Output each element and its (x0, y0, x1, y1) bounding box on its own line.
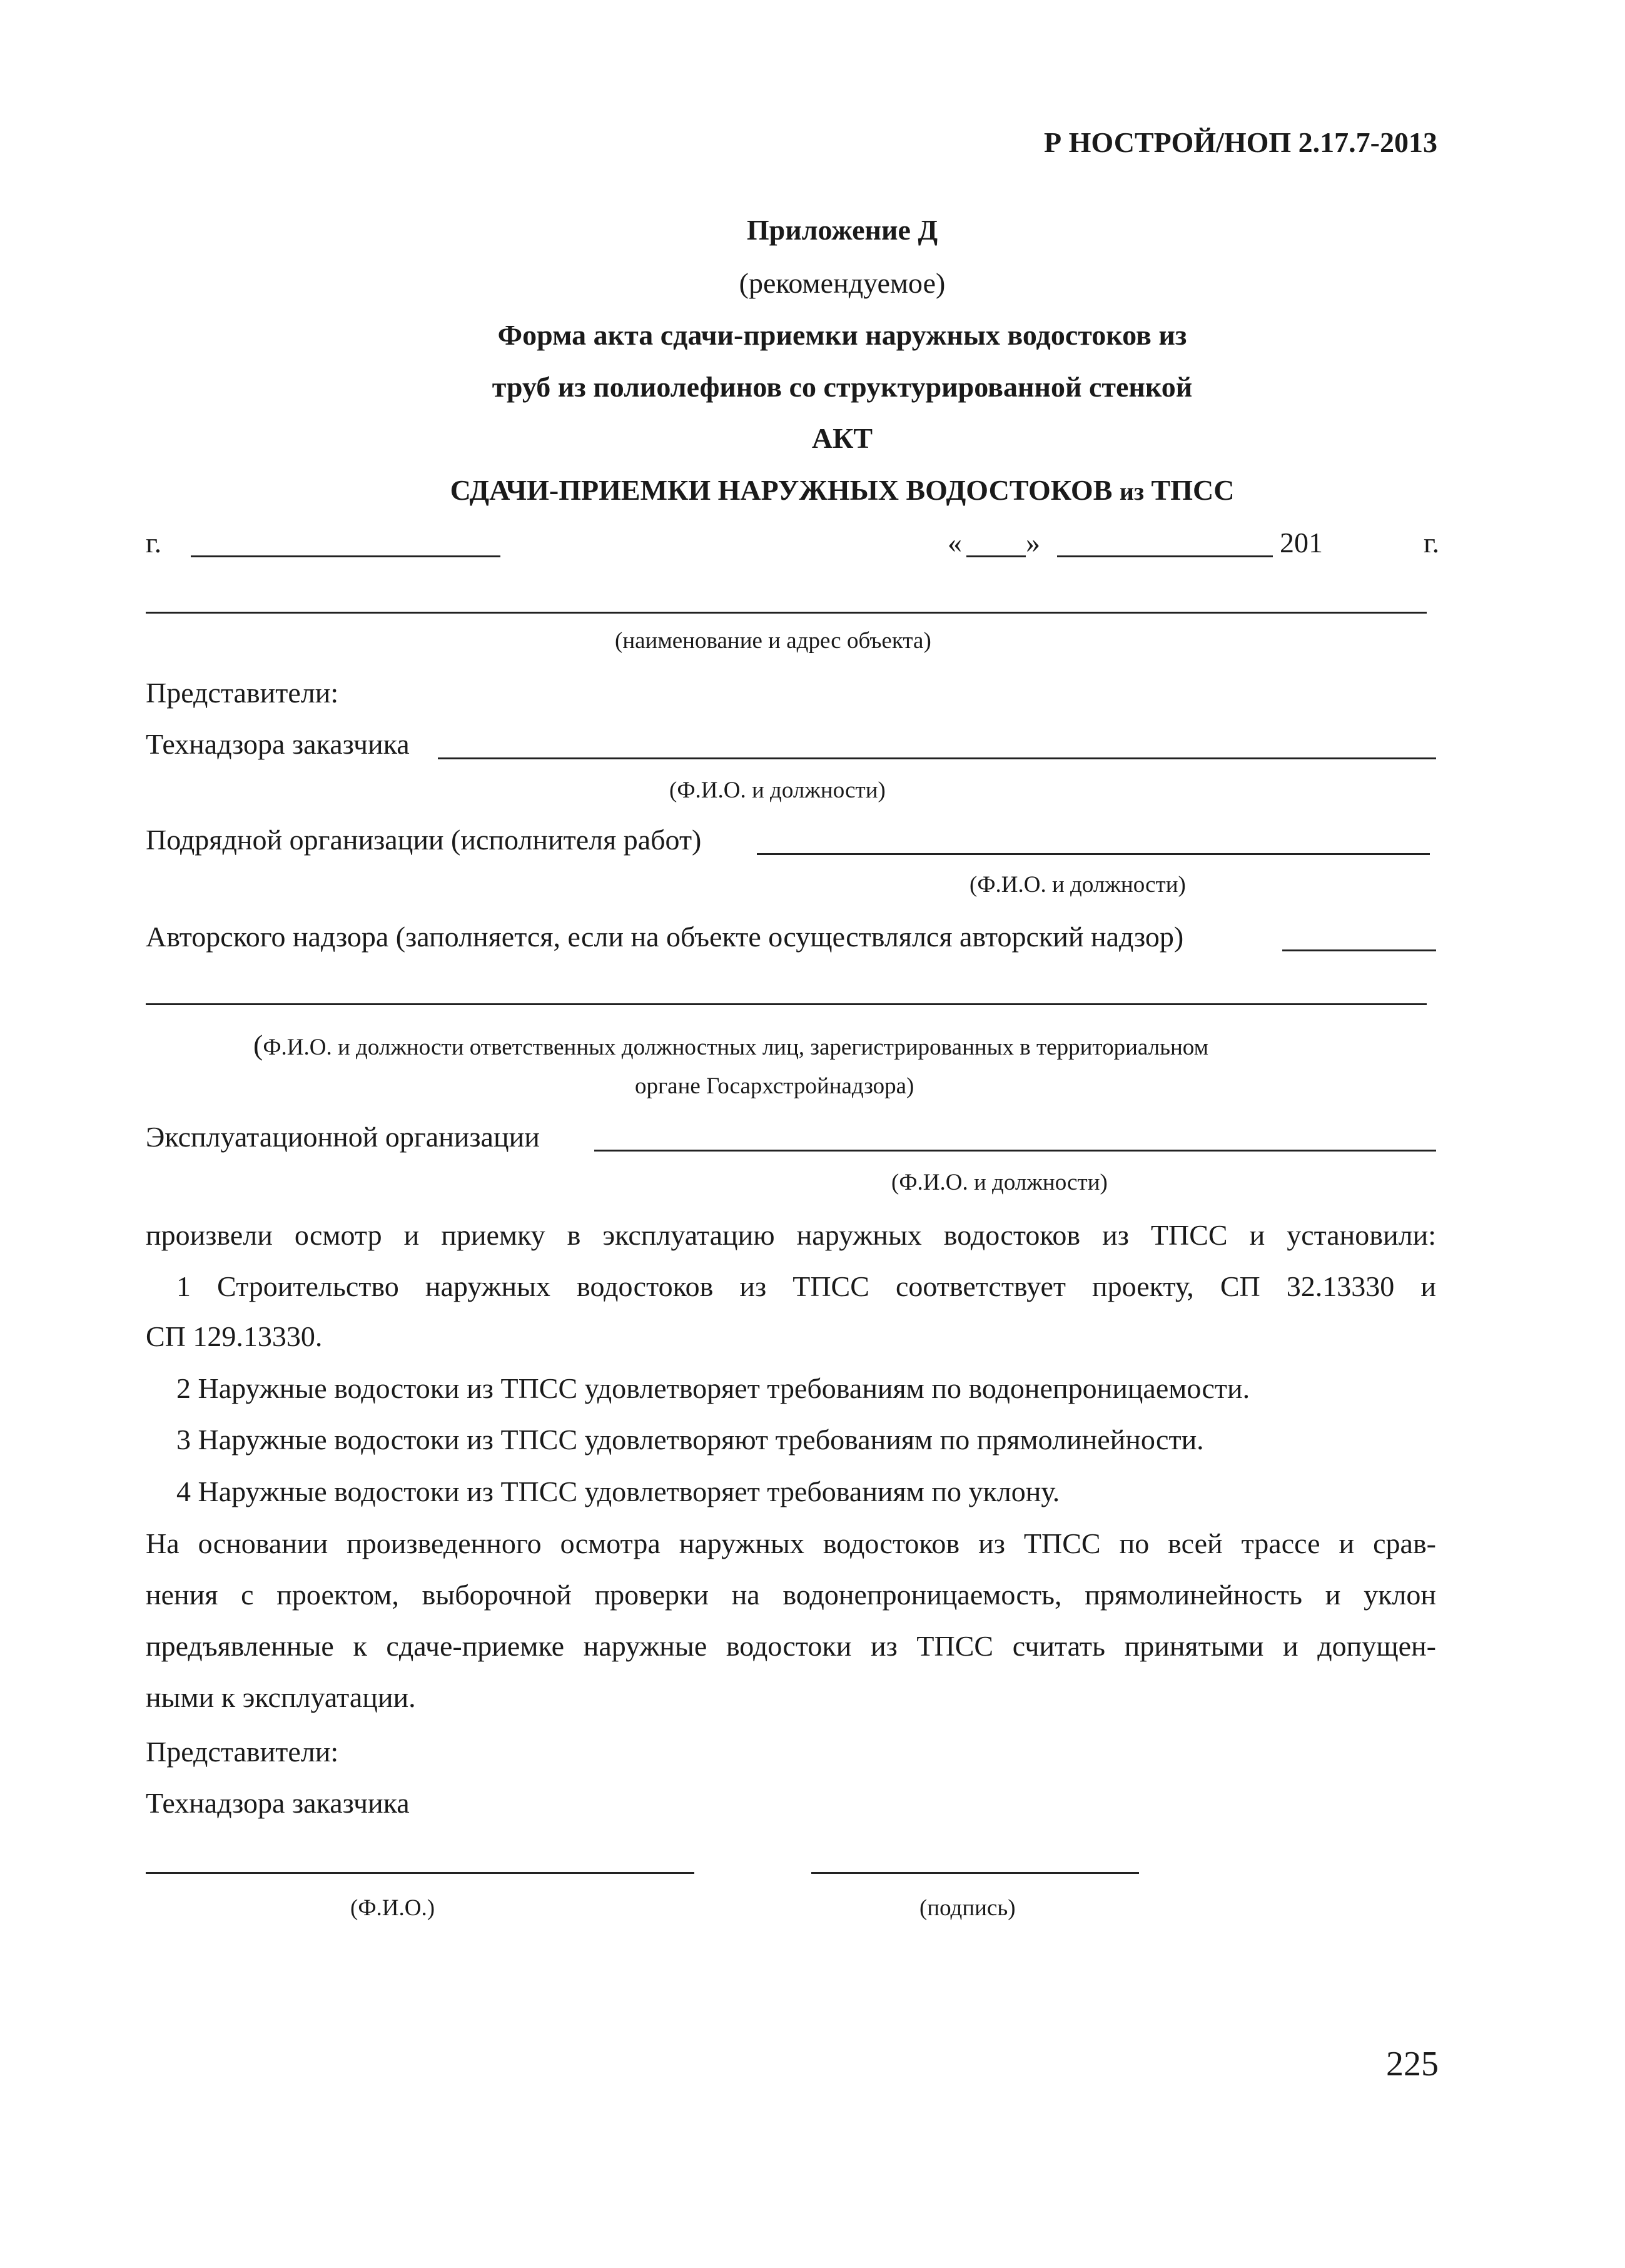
signature-fio-caption: (Ф.И.О.) (350, 1895, 435, 1921)
year-suffix: г. (1424, 527, 1440, 559)
tech-supervision-label: Технадзора заказчика (146, 728, 410, 760)
operating-org-label: Эксплуатационной организации (146, 1121, 540, 1153)
form-title-line-1: Форма акта сдачи-приемки наружных водостоков из (497, 319, 1187, 351)
signature-fio-field[interactable] (146, 1872, 694, 1874)
page-number: 225 (1386, 2045, 1439, 2083)
act-title-tpss: ТПСС (1151, 474, 1235, 506)
signatures-heading: Представители: (146, 1736, 339, 1768)
contractor-field[interactable] (757, 853, 1430, 855)
day-field[interactable] (966, 555, 1026, 557)
appendix-subtitle: (рекомендуемое) (739, 267, 946, 299)
author-supervision-caption-1: (Ф.И.О. и должности ответственных должностных лиц, зарегистрированных в территориальном (253, 1029, 1208, 1061)
quote-open: « (948, 527, 962, 559)
author-supervision-field-1[interactable] (1282, 949, 1436, 951)
city-field[interactable] (191, 555, 500, 557)
author-supervision-caption-2: органе Госархстройнадзора) (635, 1073, 914, 1099)
author-supervision-field-2[interactable] (146, 1003, 1427, 1005)
act-title (0, 476, 1625, 505)
object-field[interactable] (146, 612, 1427, 614)
document-code: Р НОСТРОЙ/НОП 2.17.7-2013 (1044, 126, 1437, 158)
contractor-caption: (Ф.И.О. и должности) (969, 872, 1186, 898)
act-heading: АКТ (811, 422, 873, 454)
month-field[interactable] (1057, 555, 1273, 557)
act-title-main: СДАЧИ-ПРИЕМКИ НАРУЖНЫХ ВОДОСТОКОВ (450, 474, 1113, 506)
signatures-tech-supervision-label: Технадзора заказчика (146, 1787, 410, 1819)
object-caption: (наименование и адрес объекта) (615, 628, 931, 654)
appendix-title: Приложение Д (746, 214, 938, 246)
item-2: 2 Наружные водостоки из ТПСС удовлетворяет требованиям по водонепроницаемости. (176, 1372, 1250, 1404)
conclusion-line-1: На основании произведенного осмотра наружных водостоков из ТПСС по всей трассе и срав- (146, 1527, 1436, 1559)
intro-paragraph: произвели осмотр и приемку в эксплуатацию наружных водостоков из ТПСС и установили: (146, 1219, 1436, 1251)
signature-field[interactable] (811, 1872, 1139, 1874)
form-title-line-2: труб из полиолефинов со структурированной стенкой (492, 371, 1193, 403)
item-1-line-1: 1 Строительство наружных водостоков из ТПСС соответствует проекту, СП 32.13330 и (176, 1270, 1436, 1302)
tech-supervision-field[interactable] (438, 757, 1436, 759)
year-field[interactable] (1329, 555, 1420, 557)
tech-supervision-caption: (Ф.И.О. и должности) (669, 777, 886, 803)
city-prefix: г. (146, 527, 162, 559)
conclusion-line-2: нения с проектом, выборочной проверки на водонепроницаемость, прямолинейность и уклон (146, 1579, 1436, 1611)
conclusion-line-3: предъявленные к сдаче-приемке наружные водостоки из ТПСС считать принятыми и допущен- (146, 1630, 1436, 1662)
operating-org-caption: (Ф.И.О. и должности) (891, 1170, 1108, 1195)
item-4: 4 Наружные водостоки из ТПСС удовлетворяет требованиям по уклону. (176, 1476, 1060, 1507)
author-supervision-label: Авторского надзора (заполняется, если на объекте осуществлялся авторский надзор) (146, 921, 1184, 953)
quote-close: » (1026, 527, 1040, 559)
contractor-label: Подрядной организации (исполнителя работ) (146, 824, 702, 856)
act-title-iz: из (1119, 477, 1145, 505)
item-1-line-2: СП 129.13330. (146, 1320, 323, 1352)
signature-caption: (подпись) (919, 1895, 1016, 1921)
year-prefix: 201 (1280, 527, 1323, 559)
representatives-heading: Представители: (146, 677, 339, 709)
item-3: 3 Наружные водостоки из ТПСС удовлетворяют требованиям по прямолинейности. (176, 1424, 1204, 1455)
conclusion-line-4: ными к эксплуатации. (146, 1681, 416, 1713)
operating-org-field[interactable] (594, 1150, 1436, 1152)
